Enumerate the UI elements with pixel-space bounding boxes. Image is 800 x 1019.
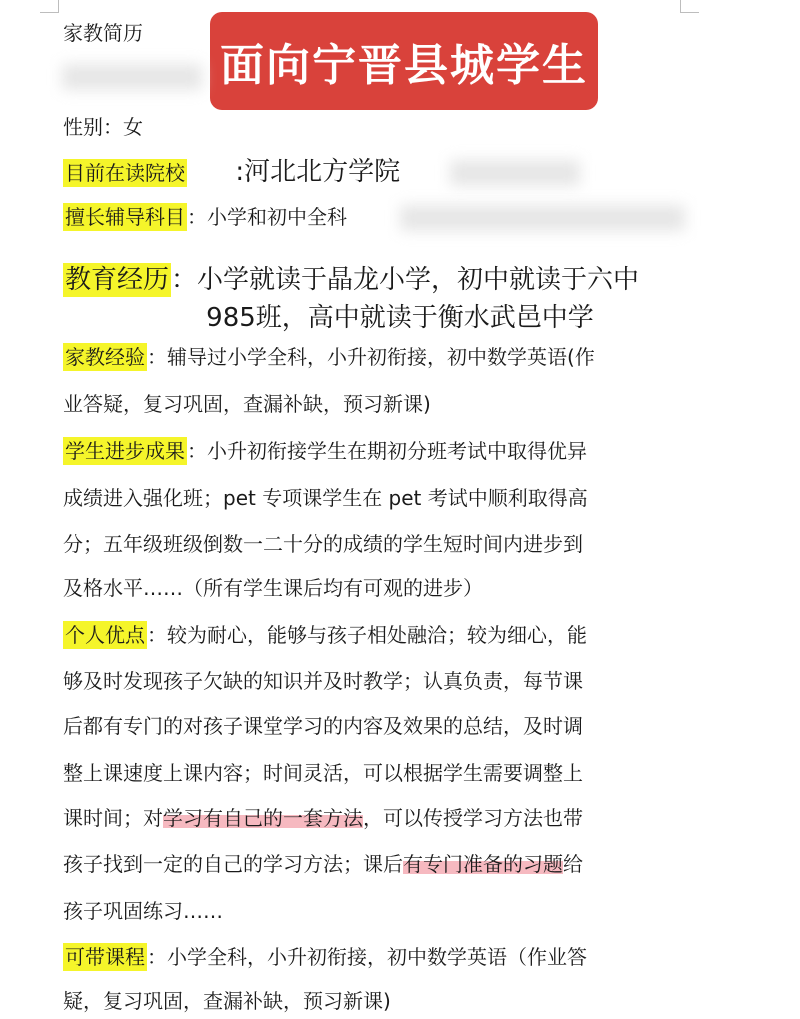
- strengths-line-6: [63, 850, 583, 878]
- page-corner-mark-left: [40, 0, 59, 13]
- tutoring-line-2: 业答疑，复习巩固，查漏补缺，预习新课): [63, 392, 431, 416]
- document-title: 家教简历: [63, 21, 143, 45]
- subjects-label: 擅长辅导科目: [65, 205, 185, 229]
- progress-line-4: 及格水平……（所有学生课后均有可观的进步）: [63, 576, 483, 600]
- progress-line-3: 分；五年级班级倒数一二十分的成绩的学生短时间内进步到: [63, 532, 583, 556]
- strengths-label: 个人优点: [65, 623, 145, 647]
- subjects-line: [63, 203, 347, 231]
- strengths-text-5a: 课时间；对: [63, 806, 163, 830]
- strengths-text-1: ：较为耐心，能够与孩子相处融洽；较为细心，能: [147, 623, 587, 647]
- strengths-line-1: [63, 621, 587, 649]
- redacted-subjects-extra: [400, 205, 685, 231]
- strengths-line-7: 孩子巩固练习……: [63, 899, 223, 923]
- progress-line-2: 成绩进入强化班；pet 专项课学生在 pet 考试中顺利取得高: [63, 486, 588, 510]
- strengths-highlight-method: 学习有自己的一套方法: [163, 806, 363, 830]
- subjects-value: ：小学和初中全科: [187, 205, 347, 229]
- banner-text: 面向宁晋县城学生: [220, 40, 588, 91]
- school-label: 目前在读院校: [65, 161, 185, 185]
- progress-text-1: ：小升初衔接学生在期初分班考试中取得优异: [187, 439, 587, 463]
- strengths-line-4: 整上课速度上课内容；时间灵活，可以根据学生需要调整上: [63, 761, 583, 785]
- page-corner-mark-right: [680, 0, 699, 13]
- education-text-1: ：小学就读于晶龙小学，初中就读于六中: [171, 265, 640, 295]
- courses-text-1: ：小学全科，小升初衔接，初中数学英语（作业答: [147, 945, 587, 969]
- strengths-text-6a: 孩子找到一定的自己的学习方法；课后: [63, 852, 403, 876]
- tutoring-text-1: ：辅导过小学全科，小升初衔接，初中数学英语(作: [147, 345, 595, 369]
- banner: [210, 12, 598, 110]
- redacted-name: [62, 64, 202, 90]
- tutoring-line-1: [63, 343, 595, 371]
- school-value: :河北北方学院: [235, 157, 401, 187]
- gender-line: [63, 113, 143, 141]
- tutoring-label: 家教经验: [65, 345, 145, 369]
- courses-line-2: 疑，复习巩固，查漏补缺，预习新课): [63, 989, 391, 1013]
- strengths-text-5c: ，可以传授学习方法也带: [363, 806, 583, 830]
- strengths-text-6c: 给: [563, 852, 583, 876]
- strengths-line-3: 后都有专门的对孩子课堂学习的内容及效果的总结，及时调: [63, 714, 583, 738]
- progress-label: 学生进步成果: [65, 439, 185, 463]
- education-line-2: 985班，高中就读于衡水武邑中学: [206, 303, 594, 333]
- school-line: [63, 158, 400, 187]
- education-label: 教育经历: [65, 265, 170, 295]
- gender-value: 女: [123, 115, 143, 139]
- courses-line-1: [63, 943, 587, 971]
- redacted-school-extra: [450, 160, 580, 186]
- progress-line-1: [63, 437, 587, 465]
- gender-label: 性别：: [63, 115, 123, 139]
- courses-label: 可带课程: [65, 945, 145, 969]
- strengths-line-2: 够及时发现孩子欠缺的知识并及时教学；认真负责，每节课: [63, 669, 583, 693]
- strengths-highlight-exercises: 有专门准备的习题: [403, 852, 563, 876]
- strengths-line-5: [63, 804, 583, 832]
- education-line-1: [63, 266, 639, 294]
